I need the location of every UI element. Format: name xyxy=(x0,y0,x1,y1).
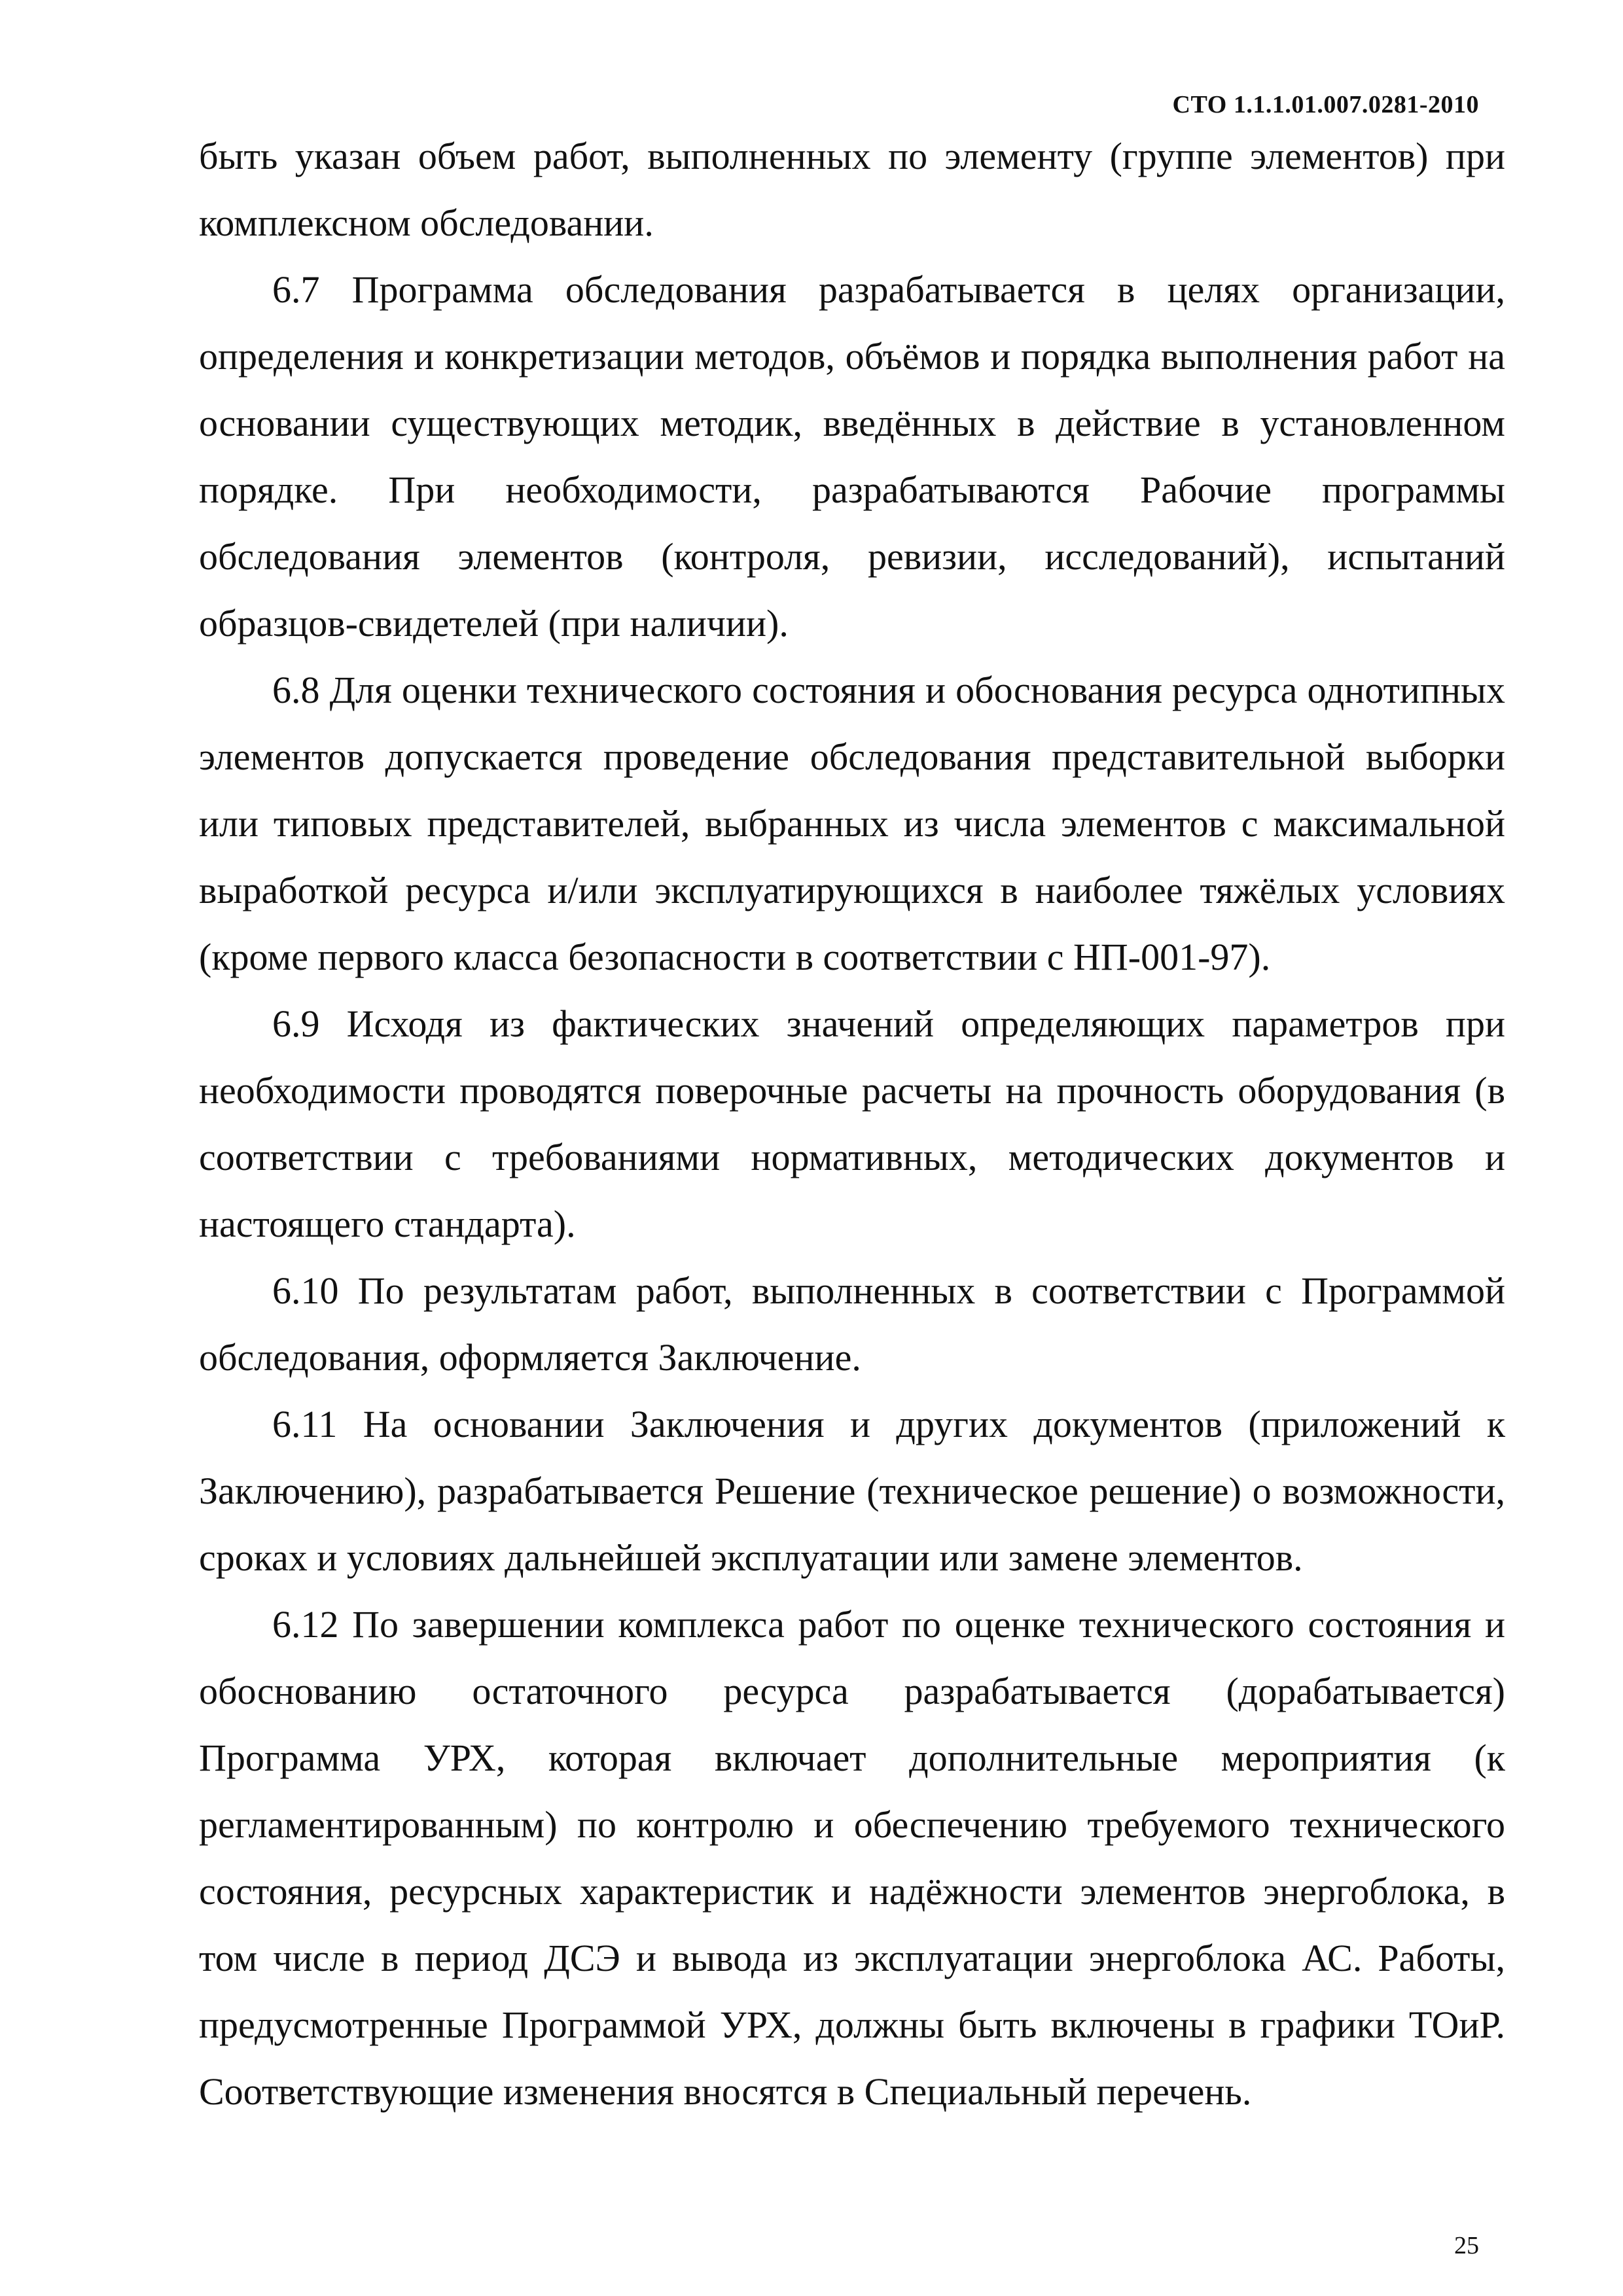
paragraph-6-12: 6.12 По завершении комплекса работ по оценке технического состояния и обоснованию остаточного ресурса разрабатывается (дорабатывается) Программа УРХ, которая включает дополнительные мероприятия (к регламентированным) по контролю и обеспечению требуемого технического состояния, ресурсных характеристик и надёжности элементов энергоблока, в том числе в период ДСЭ и вывода из эксплуатации энергоблока АС. Работы, предусмотренные Программой УРХ, должны быть включены в графики ТОиР. Соответствующие изменения вносятся в Специальный перечень. xyxy=(199,1603,1505,2113)
paragraph-6-7: 6.7 Программа обследования разрабатывается в целях организации, определения и конкретизации методов, объёмов и порядка выполнения работ на основании существующих методик, введённых в действие в установленном порядке. При необходимости, разрабатываются Рабочие программы обследования элементов (контроля, ревизии, исследований), испытаний образцов-свидетелей (при наличии). xyxy=(199,268,1505,645)
document-body xyxy=(199,123,1505,2125)
paragraph-6-11: 6.11 На основании Заключения и других документов (приложений к Заключению), разрабатывается Решение (техническое решение) о возможности, сроках и условиях дальнейшей эксплуатации или замене элементов. xyxy=(199,1403,1505,1579)
paragraph-6-8: 6.8 Для оценки технического состояния и обоснования ресурса однотипных элементов допускается проведение обследования представительной выборки или типовых представителей, выбранных из числа элементов с максимальной выработкой ресурса и/или эксплуатирующихся в наиболее тяжёлых условиях (кроме первого класса безопасности в соответствии с НП-001-97). xyxy=(199,669,1505,978)
paragraph-6-9: 6.9 Исходя из фактических значений определяющих параметров при необходимости проводятся поверочные расчеты на прочность оборудования (в соответствии с требованиями нормативных, методических документов и настоящего стандарта). xyxy=(199,1002,1505,1245)
page-number: 25 xyxy=(1454,2232,1479,2259)
document-code: СТО 1.1.1.01.007.0281-2010 xyxy=(1172,91,1479,118)
paragraph-continuation: быть указан объем работ, выполненных по элементу (группе элементов) при комплексном обследовании. xyxy=(199,135,1505,244)
paragraph-6-10: 6.10 По результатам работ, выполненных в соответствии с Программой обследования, оформляется Заключение. xyxy=(199,1269,1505,1379)
